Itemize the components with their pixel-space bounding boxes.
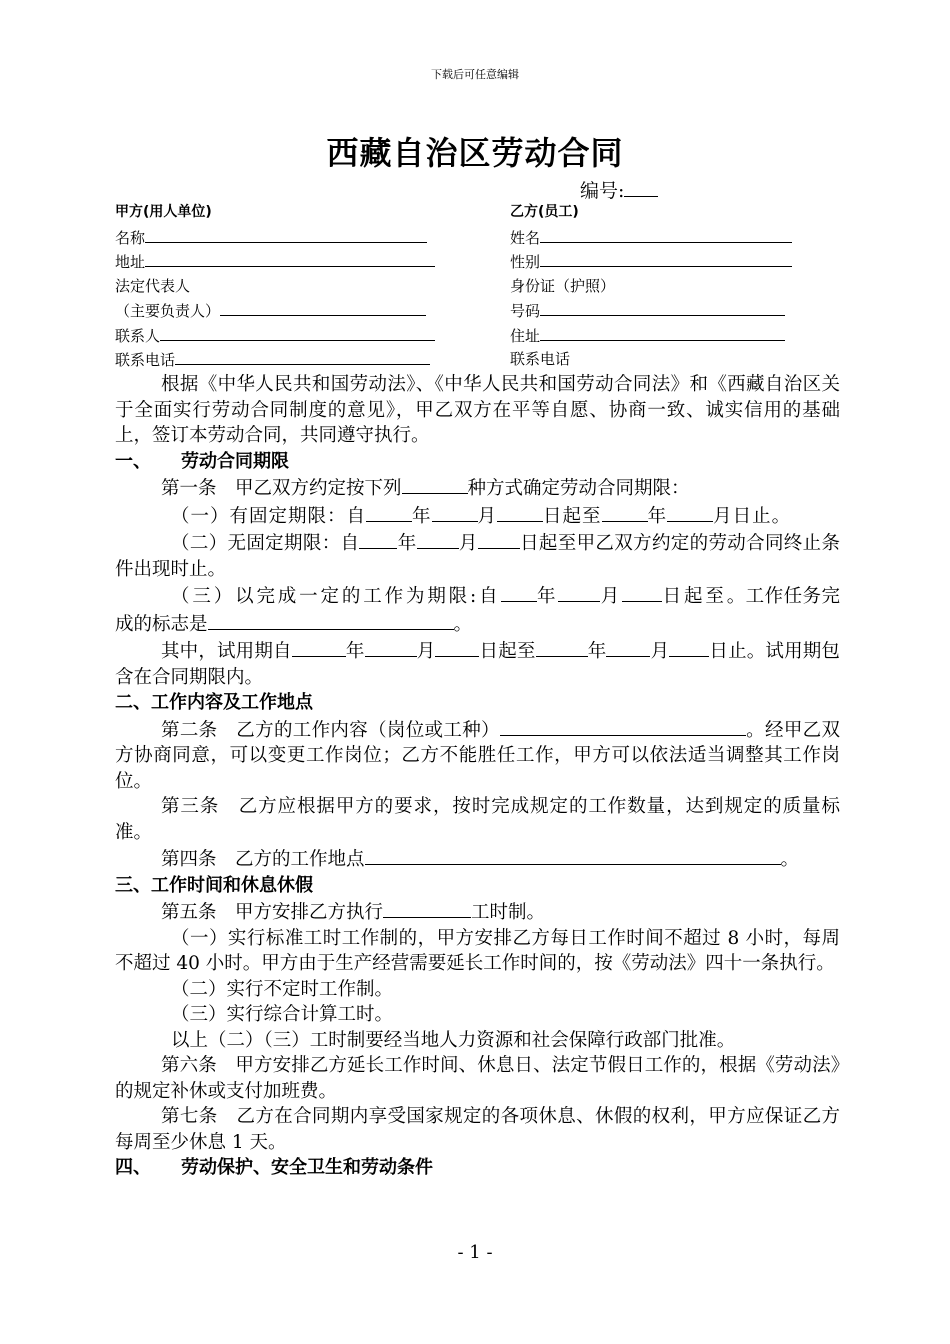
fixed-start-day-blank (497, 502, 543, 522)
working-hours-system-blank (383, 898, 471, 918)
header-note: 下载后可任意编辑 (431, 68, 519, 81)
article-4 (115, 845, 840, 873)
article-2-text-end: 。经甲乙双方协商同意，可以变更工作岗位；乙方不能胜任工作，甲方可以依法适当调整其工作岗位。 (115, 719, 840, 792)
article-7: 第七条 乙方在合同期内享受国家规定的各项休息、休假的权利，甲方应保证乙方每周至少休息 1 天。 (115, 1106, 840, 1153)
fixed-start-year-blank (366, 502, 412, 522)
party-a-address-blank (145, 249, 435, 267)
trial-period-clause (115, 637, 840, 690)
party-b-gender-blank (540, 249, 792, 267)
open-start-month-blank (417, 529, 459, 549)
comprehensive-hours-item: （三）实行综合计算工时。 (171, 1004, 394, 1025)
article-2 (115, 716, 840, 795)
party-b-name-blank (540, 225, 792, 243)
open-start-day-blank (478, 529, 520, 549)
article-1 (115, 474, 840, 502)
party-b-id-blank (540, 298, 785, 316)
party-b-gender-label: 性别 (510, 253, 541, 271)
party-a-rep-blank (220, 298, 426, 316)
section-4-title: 劳动保护、安全卫生和劳动条件 (181, 1157, 433, 1178)
task-term-text: （三）以完成一定的工作为期限:自 (171, 586, 501, 607)
contract-number (580, 176, 658, 203)
year-label: 年 (536, 586, 559, 607)
party-a-block (115, 200, 435, 372)
fixed-start-month-blank (432, 502, 478, 522)
period-end: 。 (453, 613, 475, 635)
article-5-text: 第五条 甲方安排乙方执行 (161, 902, 384, 923)
day-to-label: 日起至 (479, 641, 536, 662)
preamble: 根据《中华人民共和国劳动法》、《中华人民共和国劳动合同法》和《西藏自治区关于全面实行劳动合同制度的意见》，甲乙双方在平等自愿、协商一致、诚实信用的基础上，签订本劳动合同，共同遵守执行。 (115, 374, 840, 446)
task-start-year-blank (501, 582, 537, 602)
section-2-heading: 二、工作内容及工作地点 (115, 692, 313, 713)
trial-end-day-blank (669, 637, 709, 657)
party-b-id-number-label: 号码 (510, 302, 541, 320)
year-label: 年 (345, 641, 365, 662)
trial-end-month-blank (606, 637, 650, 657)
party-a-contact-label: 联系人 (115, 326, 161, 345)
document-title: 西藏自治区劳动合同 (326, 134, 624, 172)
task-start-month-blank (558, 582, 600, 602)
open-term-text-end: 日起至甲乙双方约定的劳动合同终止条件出现时止。 (115, 533, 840, 580)
year-label: 年 (397, 533, 417, 554)
article-1-blank (402, 474, 468, 494)
task-mark-text: 。工作任务完成的标志是 (115, 586, 841, 635)
month-label: 月 (416, 641, 436, 662)
party-a-heading: 甲方(用人单位) (115, 204, 212, 220)
month-label: 月 (650, 641, 670, 662)
flexible-hours-item: （二）实行不定时工作制。 (171, 978, 394, 1000)
year-label: 年 (647, 505, 668, 527)
page-number: - 1 - (457, 1242, 493, 1263)
party-a-rep-label: 法定代表人 (115, 276, 191, 295)
section-4-heading (115, 1155, 840, 1181)
task-start-day-blank (622, 582, 662, 602)
party-a-contact-blank (160, 323, 435, 341)
contract-body (115, 372, 840, 1181)
section-3-heading: 三、工作时间和休息休假 (115, 874, 313, 896)
day-to-label: 日起至 (662, 586, 727, 607)
fixed-end-month-blank (667, 502, 713, 522)
open-start-year-blank (359, 529, 397, 549)
party-b-heading: 乙方(员工) (510, 204, 579, 220)
trial-text-end: 日止。试用期包含在合同期限内。 (115, 641, 840, 688)
section-4-number: 四、 (115, 1157, 151, 1178)
contract-number-label: 编号: (580, 180, 625, 202)
article-5-text-end: 工时制。 (471, 902, 546, 923)
fixed-term-clause (115, 502, 840, 530)
article-5 (115, 898, 840, 926)
party-a-address-label: 地址 (115, 253, 146, 271)
task-mark-blank (208, 610, 454, 630)
trial-start-day-blank (435, 637, 479, 657)
article-1-text-end: 种方式确定劳动合同期限： (467, 478, 690, 499)
article-6: 第六条 甲方安排乙方延长工作时间、休息日、法定节假日工作的，根据《劳动法》的规定补休或支付加班费。 (115, 1055, 840, 1102)
day-to-label: 日起至 (543, 505, 602, 527)
party-a-name-blank (145, 225, 427, 243)
fixed-end-year-blank (602, 502, 648, 522)
day-end-label: 日止。 (732, 505, 792, 527)
article-4-text-end: 。 (780, 849, 800, 870)
contract-number-blank (624, 178, 658, 197)
party-a-name-label: 名称 (115, 228, 146, 247)
trial-start-month-blank (365, 637, 417, 657)
section-1-number: 一、 (115, 450, 151, 472)
section-1-title: 劳动合同期限 (181, 450, 289, 472)
party-a-phone-blank (175, 347, 430, 365)
month-label: 月 (713, 505, 733, 527)
article-4-text: 第四条 乙方的工作地点 (161, 849, 365, 870)
open-term-text: （二）无固定期限：自 (171, 533, 360, 554)
trial-end-year-blank (536, 637, 588, 657)
task-term-clause (115, 582, 840, 637)
party-b-address-blank (540, 323, 785, 341)
standard-hours-item: （一）实行标准工时工作制的，甲方安排乙方每日工作时间不超过 8 小时，每周不超过 40 小时。甲方由于生产经营需要延长工作时间的，按《劳动法》四十一条执行。 (115, 927, 840, 974)
approval-note: 以上（二）（三）工时制要经当地人力资源和社会保障行政部门批准。 (171, 1029, 736, 1051)
party-b-id-label: 身份证（护照） (510, 276, 616, 295)
party-b-phone-label: 联系电话 (510, 350, 571, 368)
trial-start-year-blank (292, 637, 346, 657)
party-b-name-label: 姓名 (510, 228, 541, 247)
party-b-block (510, 200, 792, 372)
month-label: 月 (458, 533, 478, 554)
fixed-term-text: （一）有固定期限：自 (171, 505, 367, 527)
month-label: 月 (477, 505, 498, 527)
work-location-blank (365, 845, 781, 865)
year-label: 年 (587, 641, 607, 662)
article-2-text: 第二条 乙方的工作内容（岗位或工种） (161, 719, 500, 741)
article-1-text: 第一条 甲乙双方约定按下列 (161, 478, 402, 499)
party-a-rep-sub-label: （主要负责人） (115, 302, 221, 320)
article-3: 第三条 乙方应根据甲方的要求，按时完成规定的工作数量，达到规定的质量标准。 (115, 796, 840, 843)
section-1-heading (115, 449, 840, 475)
year-label: 年 (412, 505, 432, 527)
trial-text: 其中，试用期自 (161, 641, 292, 662)
open-term-clause (115, 529, 840, 582)
party-a-phone-label: 联系电话 (115, 351, 176, 369)
job-content-blank (500, 716, 746, 736)
party-b-address-label: 住址 (510, 326, 541, 345)
month-label: 月 (600, 586, 623, 607)
